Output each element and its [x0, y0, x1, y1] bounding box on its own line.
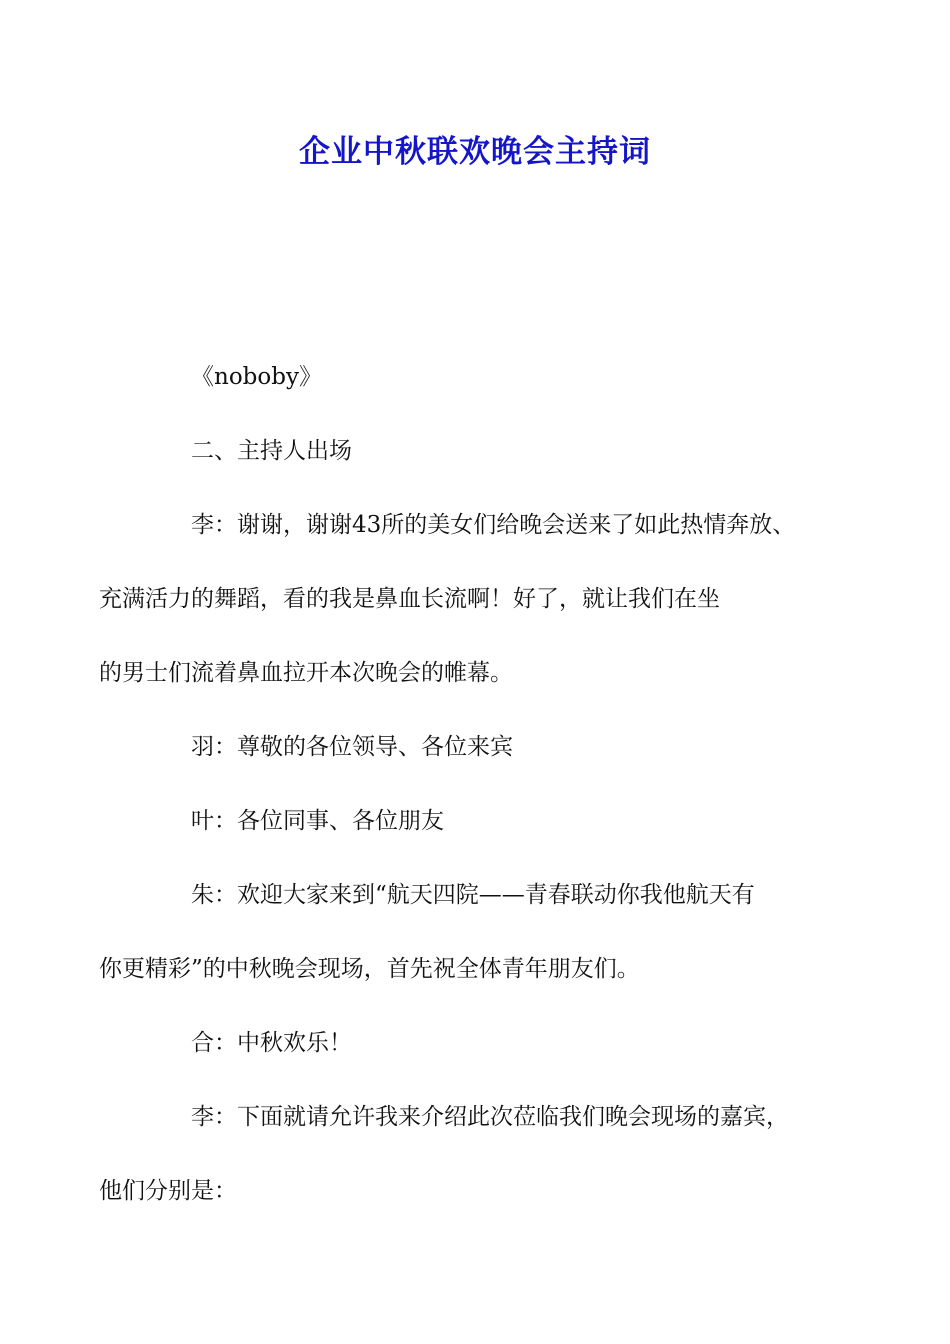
- paragraph-line: 朱：欢迎大家来到“航天四院——青春联动你我他航天有: [191, 882, 755, 908]
- paragraph-line: 合：中秋欢乐！: [191, 1030, 352, 1056]
- paragraph-line: 二、主持人出场: [191, 438, 352, 464]
- paragraph-line: 叶：各位同事、各位朋友: [191, 808, 444, 834]
- paragraph-line: 《noboby》: [191, 364, 322, 390]
- paragraph-li-opening: [99, 488, 835, 710]
- paragraph-yu-greeting: [145, 710, 835, 784]
- paragraph-li-guests: [99, 1080, 835, 1228]
- paragraph-line: 羽：尊敬的各位领导、各位来宾: [191, 734, 513, 760]
- paragraph-book-title: [145, 340, 835, 414]
- paragraph-line: 充满活力的舞蹈，看的我是鼻血长流啊！好了，就让我们在坐: [99, 586, 720, 612]
- document-body: [99, 340, 835, 1228]
- paragraph-zhu-welcome: [99, 858, 835, 1006]
- paragraph-line: 的男士们流着鼻血拉开本次晚会的帷幕。: [99, 660, 513, 686]
- paragraph-line: 你更精彩”的中秋晚会现场，首先祝全体青年朋友们。: [99, 956, 640, 982]
- paragraph-section-heading: [145, 414, 835, 488]
- paragraph-line: 李：下面就请允许我来介绍此次莅临我们晚会现场的嘉宾，: [191, 1104, 789, 1130]
- paragraph-ye-greeting: [145, 784, 835, 858]
- paragraph-line: 他们分别是：: [99, 1178, 237, 1204]
- document-title: 企业中秋联欢晚会主持词: [299, 134, 651, 170]
- paragraph-line: 李：谢谢，谢谢43所的美女们给晚会送来了如此热情奔放、: [191, 512, 796, 538]
- paragraph-together: [145, 1006, 835, 1080]
